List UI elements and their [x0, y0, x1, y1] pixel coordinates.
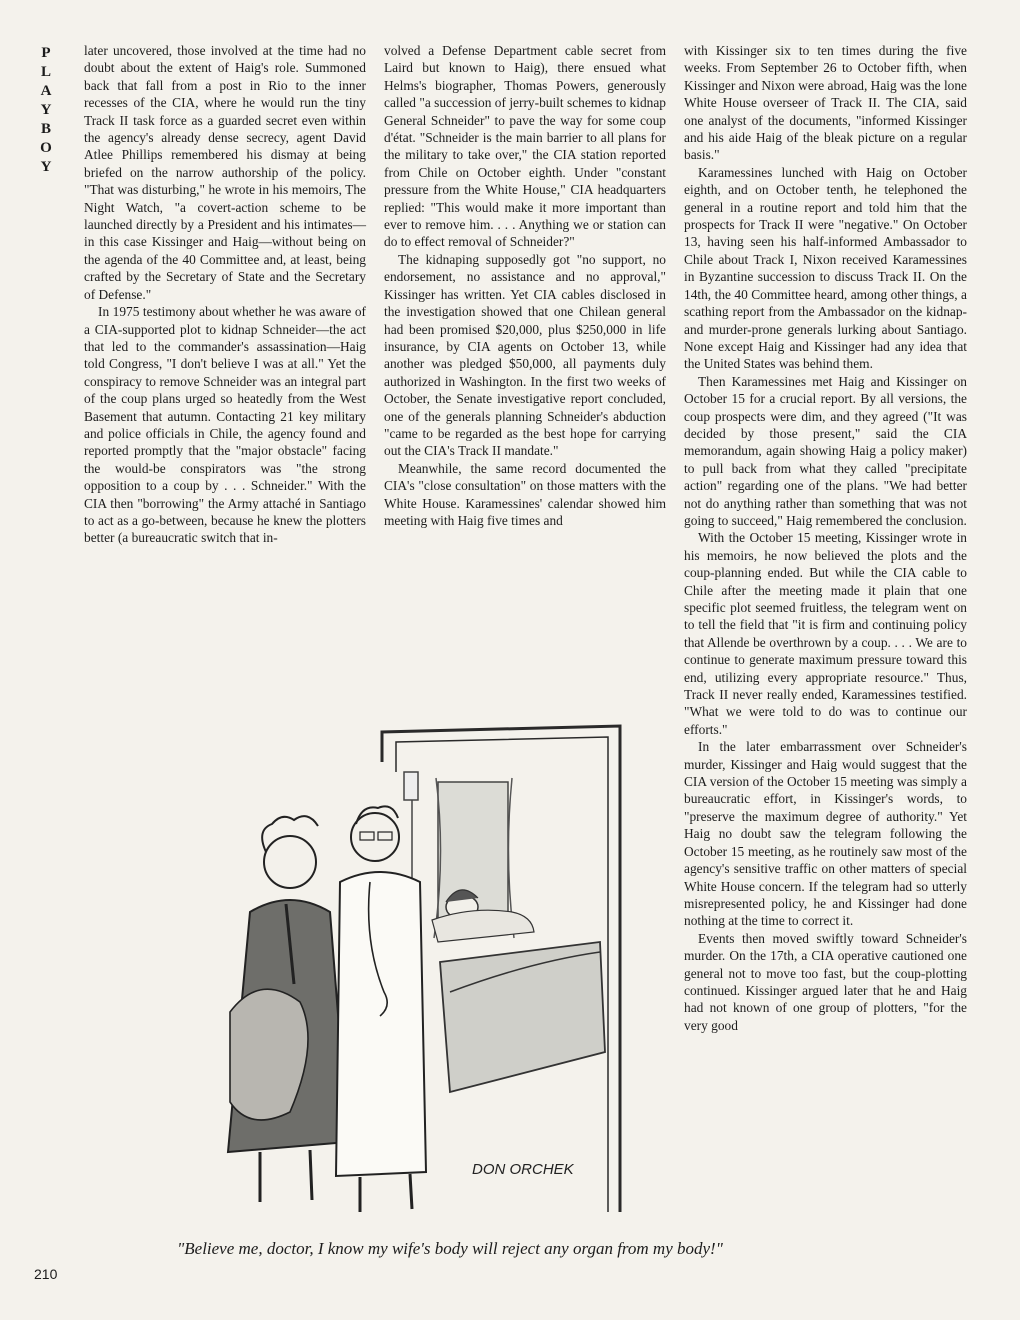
pillow: [432, 910, 534, 942]
article-column-3: [684, 42, 967, 1034]
page-number: 210: [34, 1266, 58, 1282]
brand-letter: P: [41, 45, 51, 61]
cartoon-caption: "Believe me, doctor, I know my wife's body will reject any organ from my body!": [177, 1239, 723, 1258]
iv-stand: [404, 772, 418, 882]
paragraph: with Kissinger six to ten times during the five weeks. From September 26 to October fifth, when Kissinger and Nixon were abroad, Haig was the lone White House overseer of Track II. The CIA, said one analyst of the documents, "informed Kissinger and his aide Haig of the bleak picture on a regular basis.": [684, 43, 967, 163]
brand-letter: Y: [40, 159, 52, 175]
paragraph: volved a Defense Department cable secret from Laird but known to Haig), there ensued what Helms's biographer, Thomas Powers, generously called "a succession of jerry-built schemes to kidnap General Schneider" to pave the way for some coup d'état. "Schneider is the main barrier to all plans for the military to take over," the CIA station reported from Chile on October eighth. Under "constant pressure from the White House," CIA headquarters replied: "This would make it more important than ever to remove him. . . . Anything we or station can do to effect removal of Schneider?": [384, 43, 666, 250]
magazine-brand: [34, 44, 58, 177]
paragraph: Meanwhile, the same record documented the CIA's "close consultation" on those matters with the White House. Karamessines' calendar showed him meeting with Haig five times and: [384, 460, 666, 528]
paragraph: later uncovered, those involved at the time had no doubt about the extent of Haig's role. Summoned back that fall from a post in Rio to the inner recesses of the CIA, where he would run the tiny Track II task force as a guarded secret even within the agency's already dense secrecy, agent David Atlee Phillips remembered his dismay at being briefed on the narrow authorship of the policy. "That was disturbing," he wrote in his memoirs, The Night Watch, "a covert-action scheme to be launched directly by a President and his intimates—in this case Kissinger and Haig—without being on the agenda of the 40 Committee and, at least, being crafted by the Secretary of State and the Secretary of Defense.": [84, 43, 366, 302]
paragraph: In 1975 testimony about whether he was aware of a CIA-supported plot to kidnap Schneider—the act that led to the commander's assassination—Haig told Congress, "I don't believe I was at all." Yet the conspiracy to remove Schneider was an integral part of the coup plans urged so heatedly from the West Basement that autumn. Contacting 21 key military and police officials in Chile, the agency found and reported promptly that the "major obstacle" facing the would-be conspirators was "the strong opposition to a coup by . . . Schneider." With the CIA then "borrowing" the Army attaché in Santiago to act as a go-between, because he knew the plotters better (a bureaucratic switch that in-: [84, 304, 366, 546]
paragraph: With the October 15 meeting, Kissinger wrote in his memoirs, he now believed the plots and the coup-planning ended. But while the CIA cable to Chile after the meeting made it plain that one specific plot seemed fruitless, the telegram went on to tell the field that "it is firm and continuing policy that Allende be overthrown by a coup. . . . We are to continue to generate maximum pressure toward this end, utilizing every appropriate resource." Thus, Track II never really ended, Karamessines testified. "What we were told to do was to continue our efforts.": [684, 530, 967, 737]
paragraph: Then Karamessines met Haig and Kissinger on October 15 for a crucial report. By all versions, the coup prospects were dim, and they agreed ("It was decided by those present," said the CIA memorandum, again showing Haig a policy maker) to pull back from what they called "precipitate action" regarding one of the plans. "We had better not do anything rather than something that was not going to succeed," Haig remembered the conclusion.: [684, 373, 967, 528]
paragraph: Karamessines lunched with Haig on October eighth, and on October tenth, he telephoned the general in a routine report and told him that the prospects for Track II were "negative." On October 13, having seen his half-informed Ambassador to Chile about Track I, Nixon received Karamessines in Byzantine succession to discuss Track II. On the 14th, the 40 Committee heard, among other things, a scathing report from the Ambassador on the kidnap- and murder-prone generals lurking about Santiago. None except Haig and Kissinger had any idea that the United States was behind them.: [684, 164, 967, 372]
brand-letter: B: [40, 121, 51, 137]
article-column-1: [84, 42, 366, 547]
article-column-2: [384, 42, 666, 529]
husband-figure: [228, 816, 348, 1202]
brand-letter: L: [40, 64, 51, 80]
paragraph: In the later embarrassment over Schneider's murder, Kissinger and Haig would suggest that the CIA version of the October 15 meeting was simply a bureaucratic effort, in Kissinger's words, to "preserve the maximum degree of authority." Yet Haig no doubt saw the telegram following the October 15 meeting, as he routinely saw most of the agency's sensitive traffic on other matters of special White House concern. If the telegram had so utterly misrepresented policy, he and Kissinger had done nothing at the time to correct it.: [684, 739, 967, 929]
paragraph: The kidnaping supposedly got "no support, no endorsement, no assistance and no approval," Kissinger has written. Yet CIA cables disclosed in the investigation showed that one Chilean general had been promised $20,000, plus $250,000 in life insurance, by CIA agents on October 13, while another was pledged $50,000, all payments duly authorized in Washington. In the first two weeks of October, the Senate investigative report concluded, one of the generals planning Schneider's abduction "came to be regarded as the best hope for carrying out the CIA's Track II mandate.": [384, 251, 666, 459]
hospital-bed: [432, 890, 605, 1092]
brand-letter: O: [40, 140, 52, 156]
paragraph: Events then moved swiftly toward Schneider's murder. On the 17th, a CIA operative cautioned one general not to move too fast, but the coup-plotting continued. Kissinger argued later that he and Haig had not known of one group of plotters, "for the very good: [684, 930, 967, 1033]
cartoonist-signature: DON ORCHEK: [472, 1161, 574, 1178]
cartoon-illustration: [200, 712, 670, 1232]
brand-letter: Y: [40, 102, 52, 118]
brand-letter: A: [40, 83, 52, 99]
cartoon-drawing: [200, 712, 670, 1232]
